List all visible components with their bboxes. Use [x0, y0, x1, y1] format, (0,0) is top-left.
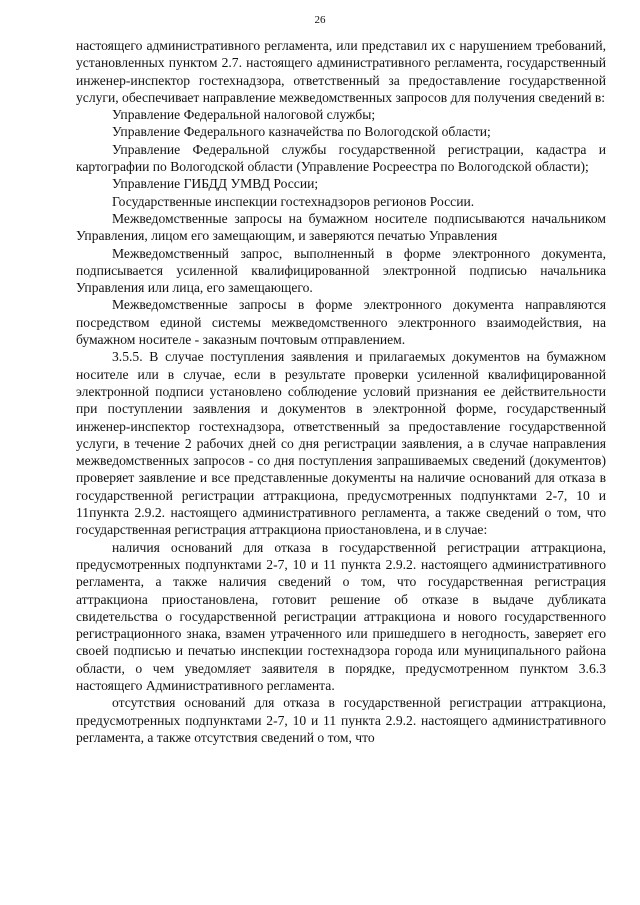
paragraph-electronic-signature: Межведомственный запрос, выполненный в форме электронного документа, подписывается усиленной квалифицированной электронной подписью начальника Управления или лица, его замещающего.: [76, 245, 606, 296]
list-item-gibdd: Управление ГИБДД УМВД России;: [112, 176, 319, 192]
paragraph-section-3-5-5: 3.5.5. В случае поступления заявления и прилагаемых документов на бумажном носителе или в случае, если в результате проверки усиленной квалифицированной электронной подписи установлено соблюдение условий признания ее действительности при поступлении заявления и документов в электронной форме, государственный инженер-инспектор гостехнадзора, ответственный за предоставление государственной услуги, в течение 2 рабочих дней со дня регистрации заявления, а в случае направления межведомственных запросов - со дня поступления запрашиваемых сведений (документов) проверяет заявление и все представленные документы на наличие оснований для отказа в государственной регистрации аттракциона, предусмотренных подпунктами 2-7, 10 и 11пункта 2.9.2. настоящего административного регламента, а также сведений о том, что государственная регистрация аттракциона приостановлена, и в случае:: [76, 349, 606, 538]
list-item-gostekhnadzor-inspections: Государственные инспекции гостехнадзоров регионов России.: [112, 193, 475, 209]
list-item-tax-service: Управление Федеральной налоговой службы;: [112, 107, 376, 123]
paragraph-request-delivery: Межведомственные запросы в форме электронного документа направляются посредством единой системы межведомственного электронного взаимодействия, на бумажном носителе - заказным почтовым отправлением.: [76, 297, 606, 348]
document-body: [76, 37, 606, 746]
paragraph-no-refusal-grounds: отсутствия оснований для отказа в государственной регистрации аттракциона, предусмотренных подпунктами 2-7, 10 и 11 пункта 2.9.2. настоящего административного регламента, а также отсутствия сведений о том, что: [76, 695, 606, 745]
list-item-rosreestr: Управление Федеральной службы государственной регистрации, кадастра и картографии по Вологодской области (Управление Росреестра по Вологодской области);: [76, 141, 606, 175]
page-number: 26: [314, 14, 326, 26]
list-item-treasury: Управление Федерального казначейства по Вологодской области;: [112, 124, 491, 140]
paragraph-continuation: настоящего административного регламента, или представил их с нарушением требований, установленных пунктом 2.7. настоящего административного регламента, государственный инженер-инспектор гостехнадзора, ответственный за предоставление государственной услуги, обеспечивает направление межведомственных запросов для получения сведений в:: [76, 38, 606, 105]
paragraph-refusal-grounds: наличия оснований для отказа в государственной регистрации аттракциона, предусмотренных подпунктами 2-7, 10 и 11 пункта 2.9.2. настоящего административного регламента, а также наличия сведений о том, что государственная регистрация аттракциона приостановлена, готовит решение об отказе в выдаче дубликата свидетельства о государственной регистрации аттракциона и нового государственного регистрационного знака, взамен утраченного или пришедшего в негодность, заверяет его своей подписью и печатью инспекции гостехнадзора города или муниципального района области, о чем уведомляет заявителя в порядке, предусмотренном пунктом 3.6.3 настоящего Административного регламента.: [76, 539, 606, 693]
paragraph-paper-requests: Межведомственные запросы на бумажном носителе подписываются начальником Управления, лицом его замещающим, и заверяются печатью Управления: [76, 210, 606, 244]
